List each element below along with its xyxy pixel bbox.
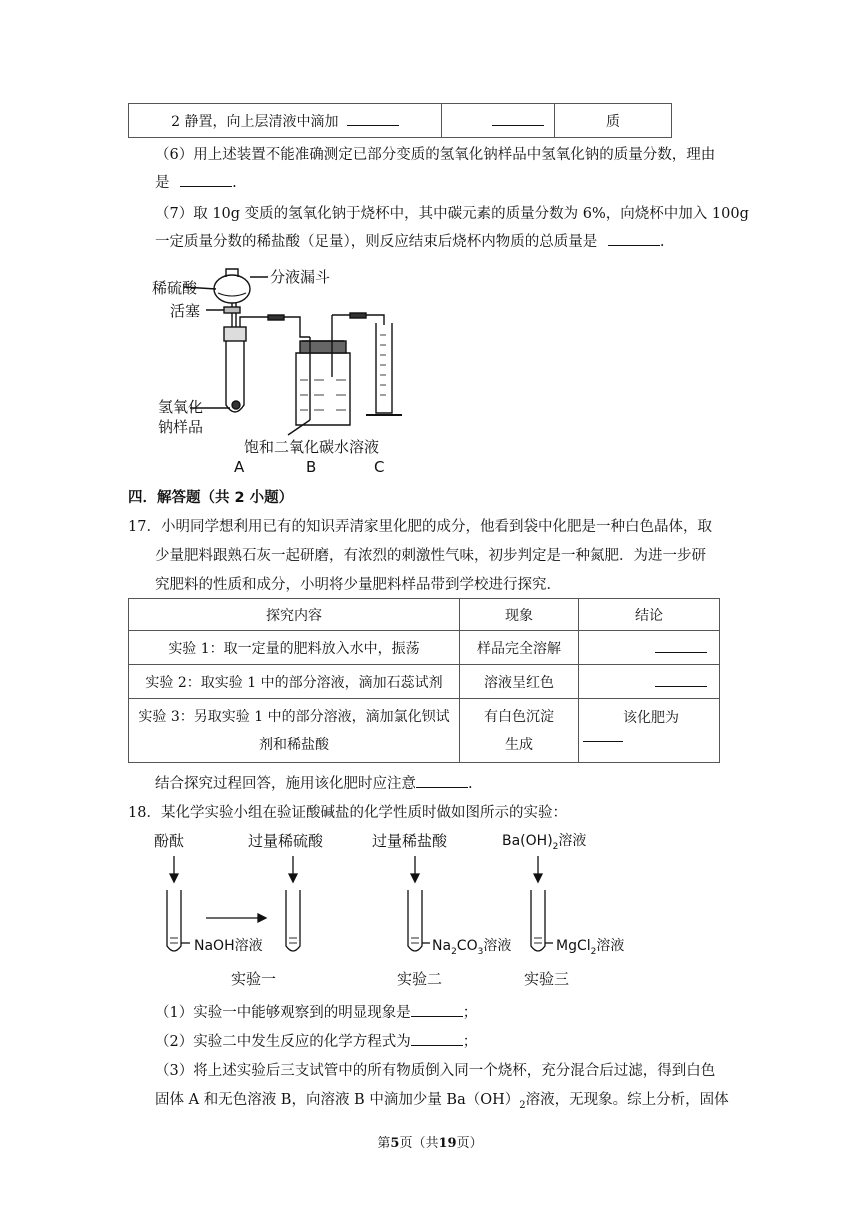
q17-row3-content-b: 剂和稀盐酸 [259, 736, 329, 753]
q17-header-phenomenon: 现象 [460, 599, 579, 631]
label-solution: 饱和二氧化碳水溶液 [244, 438, 380, 456]
s3-sub: 2 [590, 946, 597, 957]
q7-line-2-text: 一定质量分数的稀盐酸（足量），则反应结束后烧杯内物质的总质量是 [155, 234, 598, 250]
label-valve: 活塞 [170, 302, 201, 320]
q18-p3b-post: 溶液，无现象。综上分析，固体 [525, 1092, 729, 1108]
top-table-text-3: 质 [606, 113, 620, 130]
footer-mid: 页（共 [399, 1136, 439, 1151]
q17-row1-phenomenon: 样品完全溶解 [460, 631, 579, 665]
q17-after: 结合探究过程回答，施用该化肥时应注意 . [155, 772, 473, 793]
answer-blank[interactable] [411, 1002, 463, 1017]
q17-row3-phen-b: 生成 [505, 736, 533, 753]
q17-header-conclusion: 结论 [579, 599, 720, 631]
solution-naoh: NaOH溶液 [194, 938, 263, 954]
q17-row1-content: 实验 1：取一定量的肥料放入水中，振荡 [129, 631, 460, 665]
footer-pre: 第 [377, 1136, 391, 1151]
s2-pre: Na [432, 938, 452, 954]
reagent-phenolphthalein: 酚酞 [154, 832, 185, 850]
experiment-2-label: 实验二 [397, 970, 443, 988]
footer-total-pages: 19 [438, 1136, 457, 1151]
q18-part-3-line-1: （3）将上述实验后三支试管中的所有物质倒入同一个烧杯，充分混合后过滤，得到白色 [155, 1063, 716, 1079]
top-table-cell-1 [129, 104, 442, 138]
label-A: A [234, 458, 245, 476]
label-funnel: 分液漏斗 [270, 268, 331, 286]
r4-post: 溶液 [558, 833, 587, 849]
top-table-cell-2 [442, 104, 555, 138]
label-C: C [374, 458, 385, 476]
solution-mgcl2 [556, 935, 624, 957]
answer-blank[interactable] [411, 1031, 463, 1046]
q17-after-text: 结合探究过程回答，施用该化肥时应注意 [155, 776, 416, 792]
q17-header-content: 探究内容 [129, 599, 460, 631]
q17-table [128, 598, 720, 763]
q18-part-2: （2）实验二中发生反应的化学方程式为 ； [155, 1030, 477, 1051]
answer-blank[interactable] [347, 111, 399, 126]
solution-na2co3 [432, 935, 511, 957]
page-footer [0, 1132, 860, 1151]
q17-line-2: 少量肥料跟熟石灰一起研磨，有浓烈的刺激性气味，初步判定是一种氮肥．为进一步研 [155, 548, 706, 564]
experiment-1-label: 实验一 [231, 970, 277, 988]
q6-line-2-text: 是 [155, 175, 170, 191]
q18-part-1: （1）实验一中能够观察到的明显现象是 ； [155, 1001, 477, 1022]
s3-post: 溶液 [596, 938, 625, 954]
reagent-barium-hydroxide [502, 830, 586, 852]
top-table-cell-3 [555, 104, 672, 138]
q17-row1-conclusion [579, 631, 720, 665]
s3-pre: MgCl [556, 938, 591, 954]
q17-row3-content [129, 699, 460, 763]
q17-row3-phenomenon [460, 699, 579, 763]
q7-line-1: （7）取 10g 变质的氢氧化钠于烧杯中，其中碳元素的质量分数为 6%，向烧杯中加入 100g [155, 206, 749, 222]
answer-blank[interactable] [655, 672, 707, 687]
q18-part-3-line-2 [155, 1088, 729, 1111]
reagent-hydrochloric-acid: 过量稀盐酸 [372, 832, 448, 850]
answer-blank[interactable] [583, 727, 623, 742]
footer-post: 页） [456, 1136, 483, 1151]
q17-line-1: 17．小明同学想利用已有的知识弄清家里化肥的成分，他看到袋中化肥是一种白色晶体，取 [128, 519, 712, 535]
q17-row3-concl-text: 该化肥为 [623, 710, 679, 726]
q17-line-3: 究肥料的性质和成分，小明将少量肥料样品带到学校进行探究． [155, 577, 561, 593]
q6-line-2: 是 . [155, 171, 237, 192]
top-table [128, 103, 672, 138]
q18-part-1-text: （1）实验一中能够观察到的明显现象是 [155, 1005, 411, 1021]
label-sample-1: 氢氧化 [158, 398, 204, 416]
q17-row3-content-a: 实验 3：另取实验 1 中的部分溶液，滴加氯化钡试 [138, 708, 450, 725]
footer-page-number: 5 [390, 1136, 400, 1151]
q17-row2-content: 实验 2：取实验 1 中的部分溶液，滴加石蕊试剂 [129, 665, 460, 699]
top-table-text-1: 2 静置，向上层清液中滴加 [171, 113, 339, 130]
q6-line-1: （6）用上述装置不能准确测定已部分变质的氢氧化钠样品中氢氧化钠的质量分数，理由 [155, 147, 716, 163]
q17-row3-phen-a: 有白色沉淀 [484, 708, 554, 725]
answer-blank[interactable] [180, 172, 232, 187]
r4-pre: Ba(OH) [502, 833, 553, 849]
label-sample-2: 钠样品 [158, 418, 204, 436]
label-acid: 稀硫酸 [152, 279, 198, 297]
s2-sub2: 3 [477, 946, 484, 957]
q17-row2-conclusion [579, 665, 720, 699]
answer-blank[interactable] [608, 231, 660, 246]
valve-shape [224, 307, 240, 313]
q18-part-2-text: （2）实验二中发生反应的化学方程式为 [155, 1034, 411, 1050]
s2-sub1: 2 [451, 946, 457, 957]
q18-line-1: 18．某化学实验小组在验证酸碱盐的化学性质时做如图所示的实验： [128, 805, 567, 821]
s2-post: 溶液 [483, 938, 512, 954]
s2-mid: CO [456, 938, 478, 954]
q18-p3b-text: 固体 A 和无色溶液 B，向溶液 B 中滴加少量 Ba（OH） [155, 1092, 520, 1108]
answer-blank[interactable] [492, 111, 544, 126]
r4-sub: 2 [552, 841, 559, 852]
q7-line-2: 一定质量分数的稀盐酸（足量），则反应结束后烧杯内物质的总质量是 . [155, 230, 664, 251]
experiment-3-label: 实验三 [524, 970, 570, 988]
q17-row2-phenomenon: 溶液呈红色 [460, 665, 579, 699]
q18-p3b-sub: 2 [519, 1099, 526, 1111]
answer-blank[interactable] [416, 773, 468, 788]
label-B: B [306, 458, 317, 476]
q17-row3-conclusion [579, 699, 720, 763]
funnel-bulb [214, 275, 250, 303]
section-heading: 四．解答题（共 2 小题） [128, 490, 294, 506]
answer-blank[interactable] [655, 638, 707, 653]
reagent-sulfuric-acid: 过量稀硫酸 [248, 832, 324, 850]
